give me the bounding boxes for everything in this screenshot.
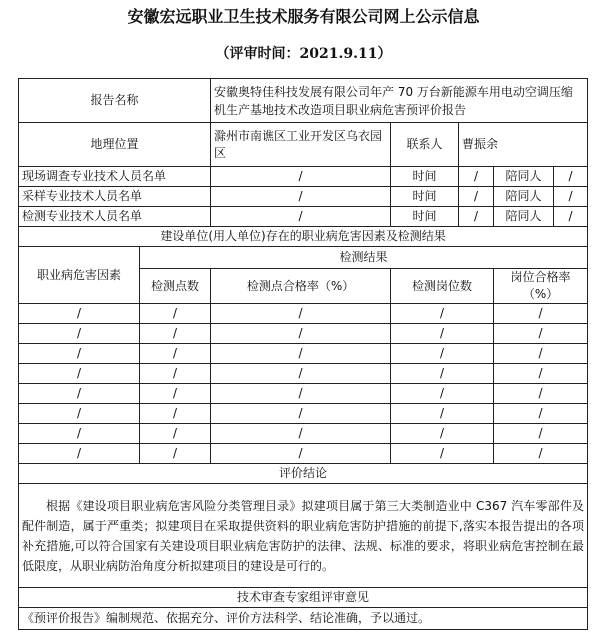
column-header: 检测点数 xyxy=(140,269,211,304)
table-cell: / xyxy=(211,364,391,384)
time-value: / xyxy=(459,187,494,207)
table-cell: / xyxy=(140,364,211,384)
staff-row xyxy=(19,187,588,207)
table-cell: / xyxy=(140,324,211,344)
review-text-row xyxy=(19,608,588,630)
table-cell: / xyxy=(19,444,140,464)
column-header: 岗位合格率（%） xyxy=(494,269,588,304)
table-cell: / xyxy=(211,384,391,404)
time-label: 时间 xyxy=(391,167,459,187)
table-cell: / xyxy=(494,364,588,384)
info-table xyxy=(18,78,588,630)
table-cell: / xyxy=(211,324,391,344)
page-title: 安徽宏远职业卫生技术服务有限公司网上公示信息 xyxy=(127,7,480,26)
table-cell: / xyxy=(494,324,588,344)
staff-row xyxy=(19,207,588,227)
staff-label: 现场调查专业技术人员名单 xyxy=(19,167,211,187)
report-name-label: 报告名称 xyxy=(19,79,211,123)
time-value: / xyxy=(459,167,494,187)
contact-value: 曹振余 xyxy=(459,123,588,167)
table-cell: / xyxy=(494,304,588,324)
companion-label: 陪同人 xyxy=(494,207,554,227)
location-label: 地理位置 xyxy=(19,123,211,167)
table-cell: / xyxy=(140,384,211,404)
table-cell: / xyxy=(391,344,494,364)
companion-label: 陪同人 xyxy=(494,167,554,187)
companion-value: / xyxy=(554,167,588,187)
time-value: / xyxy=(459,207,494,227)
location-value: 滁州市南谯区工业开发区乌衣园区 xyxy=(211,123,391,167)
table-row xyxy=(19,384,588,404)
conclusion-text: 根据《建设项目职业病危害风险分类管理目录》拟建项目属于第三大类制造业中 C367 汽车零部件及配件制造，属于严重类；拟建项目在采取提供资料的职业病危害防护措施的前提下,落实本报告提出的各项补充措施,可以符合国家有关建设项目职业病危害防护的法律、法规、标准的要求，将职业病危害控制在最低限度，从职业病防治角度分析拟建项目的建设是可行的。 xyxy=(19,484,588,588)
table-row xyxy=(19,344,588,364)
staff-value: / xyxy=(211,207,391,227)
table-row xyxy=(19,404,588,424)
table-cell: / xyxy=(391,404,494,424)
table-cell: / xyxy=(19,404,140,424)
table-cell: / xyxy=(211,444,391,464)
time-label: 时间 xyxy=(391,187,459,207)
time-label: 时间 xyxy=(391,207,459,227)
table-cell: / xyxy=(494,404,588,424)
table-row xyxy=(19,304,588,324)
hazards-section-row xyxy=(19,227,588,247)
table-cell: / xyxy=(19,324,140,344)
staff-label: 采样专业技术人员名单 xyxy=(19,187,211,207)
table-cell: / xyxy=(140,304,211,324)
table-cell: / xyxy=(211,404,391,424)
table-cell: / xyxy=(391,424,494,444)
table-cell: / xyxy=(391,364,494,384)
review-text: 《预评价报告》编制规范、依据充分、评价方法科学、结论准确，予以通过。 xyxy=(19,608,588,630)
table-cell: / xyxy=(494,384,588,404)
table-cell: / xyxy=(391,384,494,404)
conclusion-text-row xyxy=(19,484,588,588)
table-cell: / xyxy=(494,424,588,444)
table-cell: / xyxy=(211,344,391,364)
hazards-header-row xyxy=(19,247,588,269)
results-header: 检测结果 xyxy=(140,247,588,269)
contact-label: 联系人 xyxy=(391,123,459,167)
companion-value: / xyxy=(554,187,588,207)
location-row xyxy=(19,123,588,167)
table-cell: / xyxy=(211,424,391,444)
report-name-row xyxy=(19,79,588,123)
table-cell: / xyxy=(211,304,391,324)
table-row xyxy=(19,324,588,344)
factor-header: 职业病危害因素 xyxy=(19,247,140,304)
companion-value: / xyxy=(554,207,588,227)
review-title-row xyxy=(19,588,588,608)
table-row xyxy=(19,364,588,384)
table-cell: / xyxy=(140,344,211,364)
table-cell: / xyxy=(494,344,588,364)
table-cell: / xyxy=(140,424,211,444)
conclusion-title: 评价结论 xyxy=(19,464,588,484)
table-cell: / xyxy=(19,384,140,404)
table-cell: / xyxy=(19,304,140,324)
table-cell: / xyxy=(19,364,140,384)
table-cell: / xyxy=(19,424,140,444)
table-cell: / xyxy=(494,444,588,464)
table-cell: / xyxy=(19,344,140,364)
report-name-value: 安徽奥特佳科技发展有限公司年产 70 万台新能源车用电动空调压缩机生产基地技术改造项目职业病危害预评价报告 xyxy=(211,79,588,123)
staff-value: / xyxy=(211,167,391,187)
companion-label: 陪同人 xyxy=(494,187,554,207)
column-header: 检测点合格率（%） xyxy=(211,269,391,304)
conclusion-title-row xyxy=(19,464,588,484)
table-cell: / xyxy=(140,444,211,464)
info-table-wrapper xyxy=(18,78,587,625)
table-cell: / xyxy=(391,324,494,344)
review-title: 技术审查专家组评审意见 xyxy=(19,588,588,608)
table-cell: / xyxy=(391,304,494,324)
table-cell: / xyxy=(140,404,211,424)
hazards-section-title: 建设单位(用人单位)存在的职业病危害因素及检测结果 xyxy=(19,227,588,247)
staff-row xyxy=(19,167,588,187)
staff-value: / xyxy=(211,187,391,207)
table-cell: / xyxy=(391,444,494,464)
table-row xyxy=(19,444,588,464)
table-row xyxy=(19,424,588,444)
staff-label: 检测专业技术人员名单 xyxy=(19,207,211,227)
column-header: 检测岗位数 xyxy=(391,269,494,304)
review-time: （评审时间：2021.9.11） xyxy=(215,46,392,62)
